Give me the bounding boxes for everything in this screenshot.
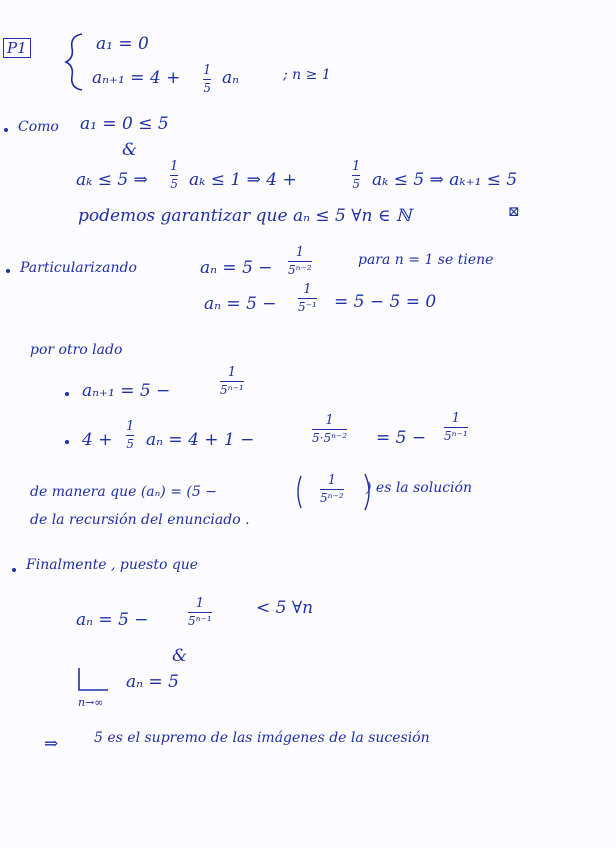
particularizando-word: Particularizando	[20, 260, 137, 276]
induction-mid: aₖ ≤ 1 ⇒ 4 +	[189, 170, 297, 190]
limit-subscript: n→∞	[78, 696, 104, 709]
limit-rhs: aₙ = 5	[126, 672, 179, 692]
como-and: &	[122, 140, 138, 160]
guarantee-line: podemos garantizar que aₙ ≤ 5 ∀n ∈ ℕ	[78, 206, 412, 226]
manera-fraction: 1 5ⁿ⁻²	[320, 473, 344, 505]
recurrence-fraction: 1 5	[203, 63, 212, 95]
final-fraction: 1 5ⁿ⁻¹	[188, 596, 212, 628]
bullet	[12, 568, 16, 572]
otro-line2-lhs: 4 +	[82, 430, 113, 450]
como-expr: a₁ = 0 ≤ 5	[80, 114, 169, 134]
conclusion-text: 5 es el supremo de las imágenes de la sucesión	[94, 730, 430, 746]
induction-left: aₖ ≤ 5 ⇒	[76, 170, 148, 190]
finalmente-line: Finalmente , puesto que	[26, 557, 199, 573]
problem-label: P1	[3, 38, 31, 58]
recurrence-condition: ; n ≥ 1	[283, 67, 331, 83]
otro-line2-fraction-3: 1 5ⁿ⁻¹	[444, 411, 468, 443]
particular-fraction: 1 5ⁿ⁻²	[288, 245, 312, 277]
otro-line2-eq: = 5 −	[376, 428, 427, 448]
final-rhs: < 5 ∀n	[256, 598, 314, 618]
otro-line2-mid: aₙ = 4 + 1 −	[146, 430, 255, 450]
final-lhs: aₙ = 5 −	[76, 610, 149, 630]
como-word: Como	[18, 119, 59, 135]
bullet	[4, 128, 8, 132]
bullet	[6, 269, 10, 273]
otro-line2-fraction-2: 1 5·5ⁿ⁻²	[312, 413, 348, 445]
recurrence-left: aₙ₊₁ = 4 +	[92, 68, 181, 88]
manera-line-1b: ) es la solución	[366, 480, 472, 496]
particular-lhs: aₙ = 5 −	[200, 258, 273, 278]
otro-lado-title: por otro lado	[30, 342, 123, 358]
qed-mark: ⊠	[508, 204, 520, 220]
induction-fraction-1: 1 5	[170, 159, 179, 191]
manera-line-2: de la recursión del enunciado .	[30, 512, 250, 528]
particular-fraction-2: 1 5⁻¹	[298, 282, 317, 314]
otro-line1-lhs: aₙ₊₁ = 5 −	[82, 381, 171, 401]
bullet	[65, 440, 69, 444]
otro-line2-fraction-1: 1 5	[126, 419, 135, 451]
particular-lhs-2: aₙ = 5 −	[204, 294, 277, 314]
recurrence-an: aₙ	[222, 68, 240, 88]
manera-line-1: de manera que (aₙ) = (5 −	[30, 484, 217, 500]
induction-fraction-2: 1 5	[352, 159, 361, 191]
bullet	[65, 392, 69, 396]
otro-line1-fraction: 1 5ⁿ⁻¹	[220, 365, 244, 397]
final-and: &	[172, 646, 188, 666]
particular-rest: para n = 1 se tiene	[358, 252, 494, 268]
particular-rest-2: = 5 − 5 = 0	[334, 292, 437, 312]
induction-right: aₖ ≤ 5 ⇒ aₖ₊₁ ≤ 5	[372, 170, 518, 190]
conclusion-arrow: ⇒	[44, 734, 59, 754]
a1-equation: a₁ = 0	[96, 34, 149, 54]
